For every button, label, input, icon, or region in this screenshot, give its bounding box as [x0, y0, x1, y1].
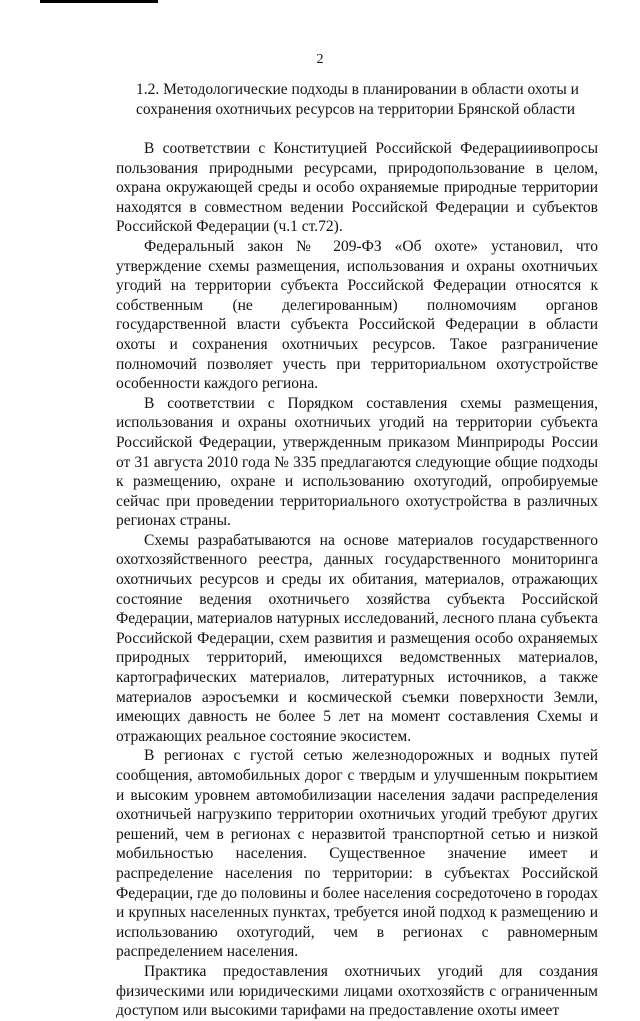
paragraph-schemes-sources: Схемы разрабатываются на основе материалов государственного охотхозяйственного реестра, данных государственного мониторинга охотничьих ресурсов и среды их обитания, материалов, отражающих состояние ведения охотничьего хозяйства субъекта Российской Федерации, материалов натурных исследований, лесного плана субъекта Российской Федерации, схем развития и размещения особо охраняемых природных территорий, имеющихся ведомственных материалов, картографических материалов, литературных источников, а также материалов аэросъемки и космической съемки поверхности Земли, имеющих давность не более 5 лет на момент составления Схемы и отражающих реальное состояние экосистем. — [116, 531, 598, 745]
top-rule-line — [40, 0, 158, 3]
page-number: 2 — [316, 52, 324, 67]
paragraph-practice: Практика предоставления охотничьих угодий для создания физическими или юридическими лицами охотхозяйств с ограниченным доступом или высокими тарифами на предоставление охоты имеет — [116, 962, 598, 1020]
paragraph-constitution: В соответствии с Конституцией Российской Федерацииивопросы пользования природными ресурсами, природопользование в целом, охрана окружающей среды и особо охраняемые природные территории находятся в совместном ведении Российской Федерации и субъектов Российской Федерации (ч.1 ст.72). — [116, 140, 598, 236]
paragraph-federal-law: Федеральный закон № 209-ФЗ «Об охоте» установил, что утверждение схемы размещения, использования и охраны охотничьих угодий на территории субъекта Российской Федерации относятся к собственным (не делегированным) полномочиям органов государственной власти субъекта Российской Федерации в области охоты и сохранения охотничьих ресурсов. Такое разграничение полномочий позволяет учесть при территориальном охотустройстве особенности каждого региона. — [116, 237, 598, 393]
section-heading: 1.2. Методологические подходы в планировании в области охоты и сохранения охотничьих ресурсов на территории Брянской области — [136, 81, 579, 118]
document-body — [116, 139, 598, 1021]
paragraph-procedure: В соответствии с Порядком составления схемы размещения, использования и охраны охотничьих угодий на территории субъекта Российской Федерации, утвержденным приказом Минприроды России от 31 августа 2010 года № 335 предлагаются следующие общие подходы к размещению, охране и использованию охотугодий, опробируемые сейчас при проведении территориального охотустройства в различных регионах страны. — [116, 394, 598, 530]
paragraph-regions: В регионах с густой сетью железнодорожных и водных путей сообщения, автомобильных дорог с твердым и улучшенным покрытием и высоким уровнем автомобилизации населения задачи распределения охотничьей нагрузкипо территории охотничьих угодий требуют других решений, чем в регионах с неразвитой транспортной сетью и низкой мобильностью населения. Существенное значение имеет и распределение населения по территории: в субъектах Российской Федерации, где до половины и более населения сосредоточено в городах и крупных населенных пунктах, требуется иной подход к размещению и использованию охотугодий, чем в регионах с равномерным распределением населения. — [116, 747, 598, 961]
